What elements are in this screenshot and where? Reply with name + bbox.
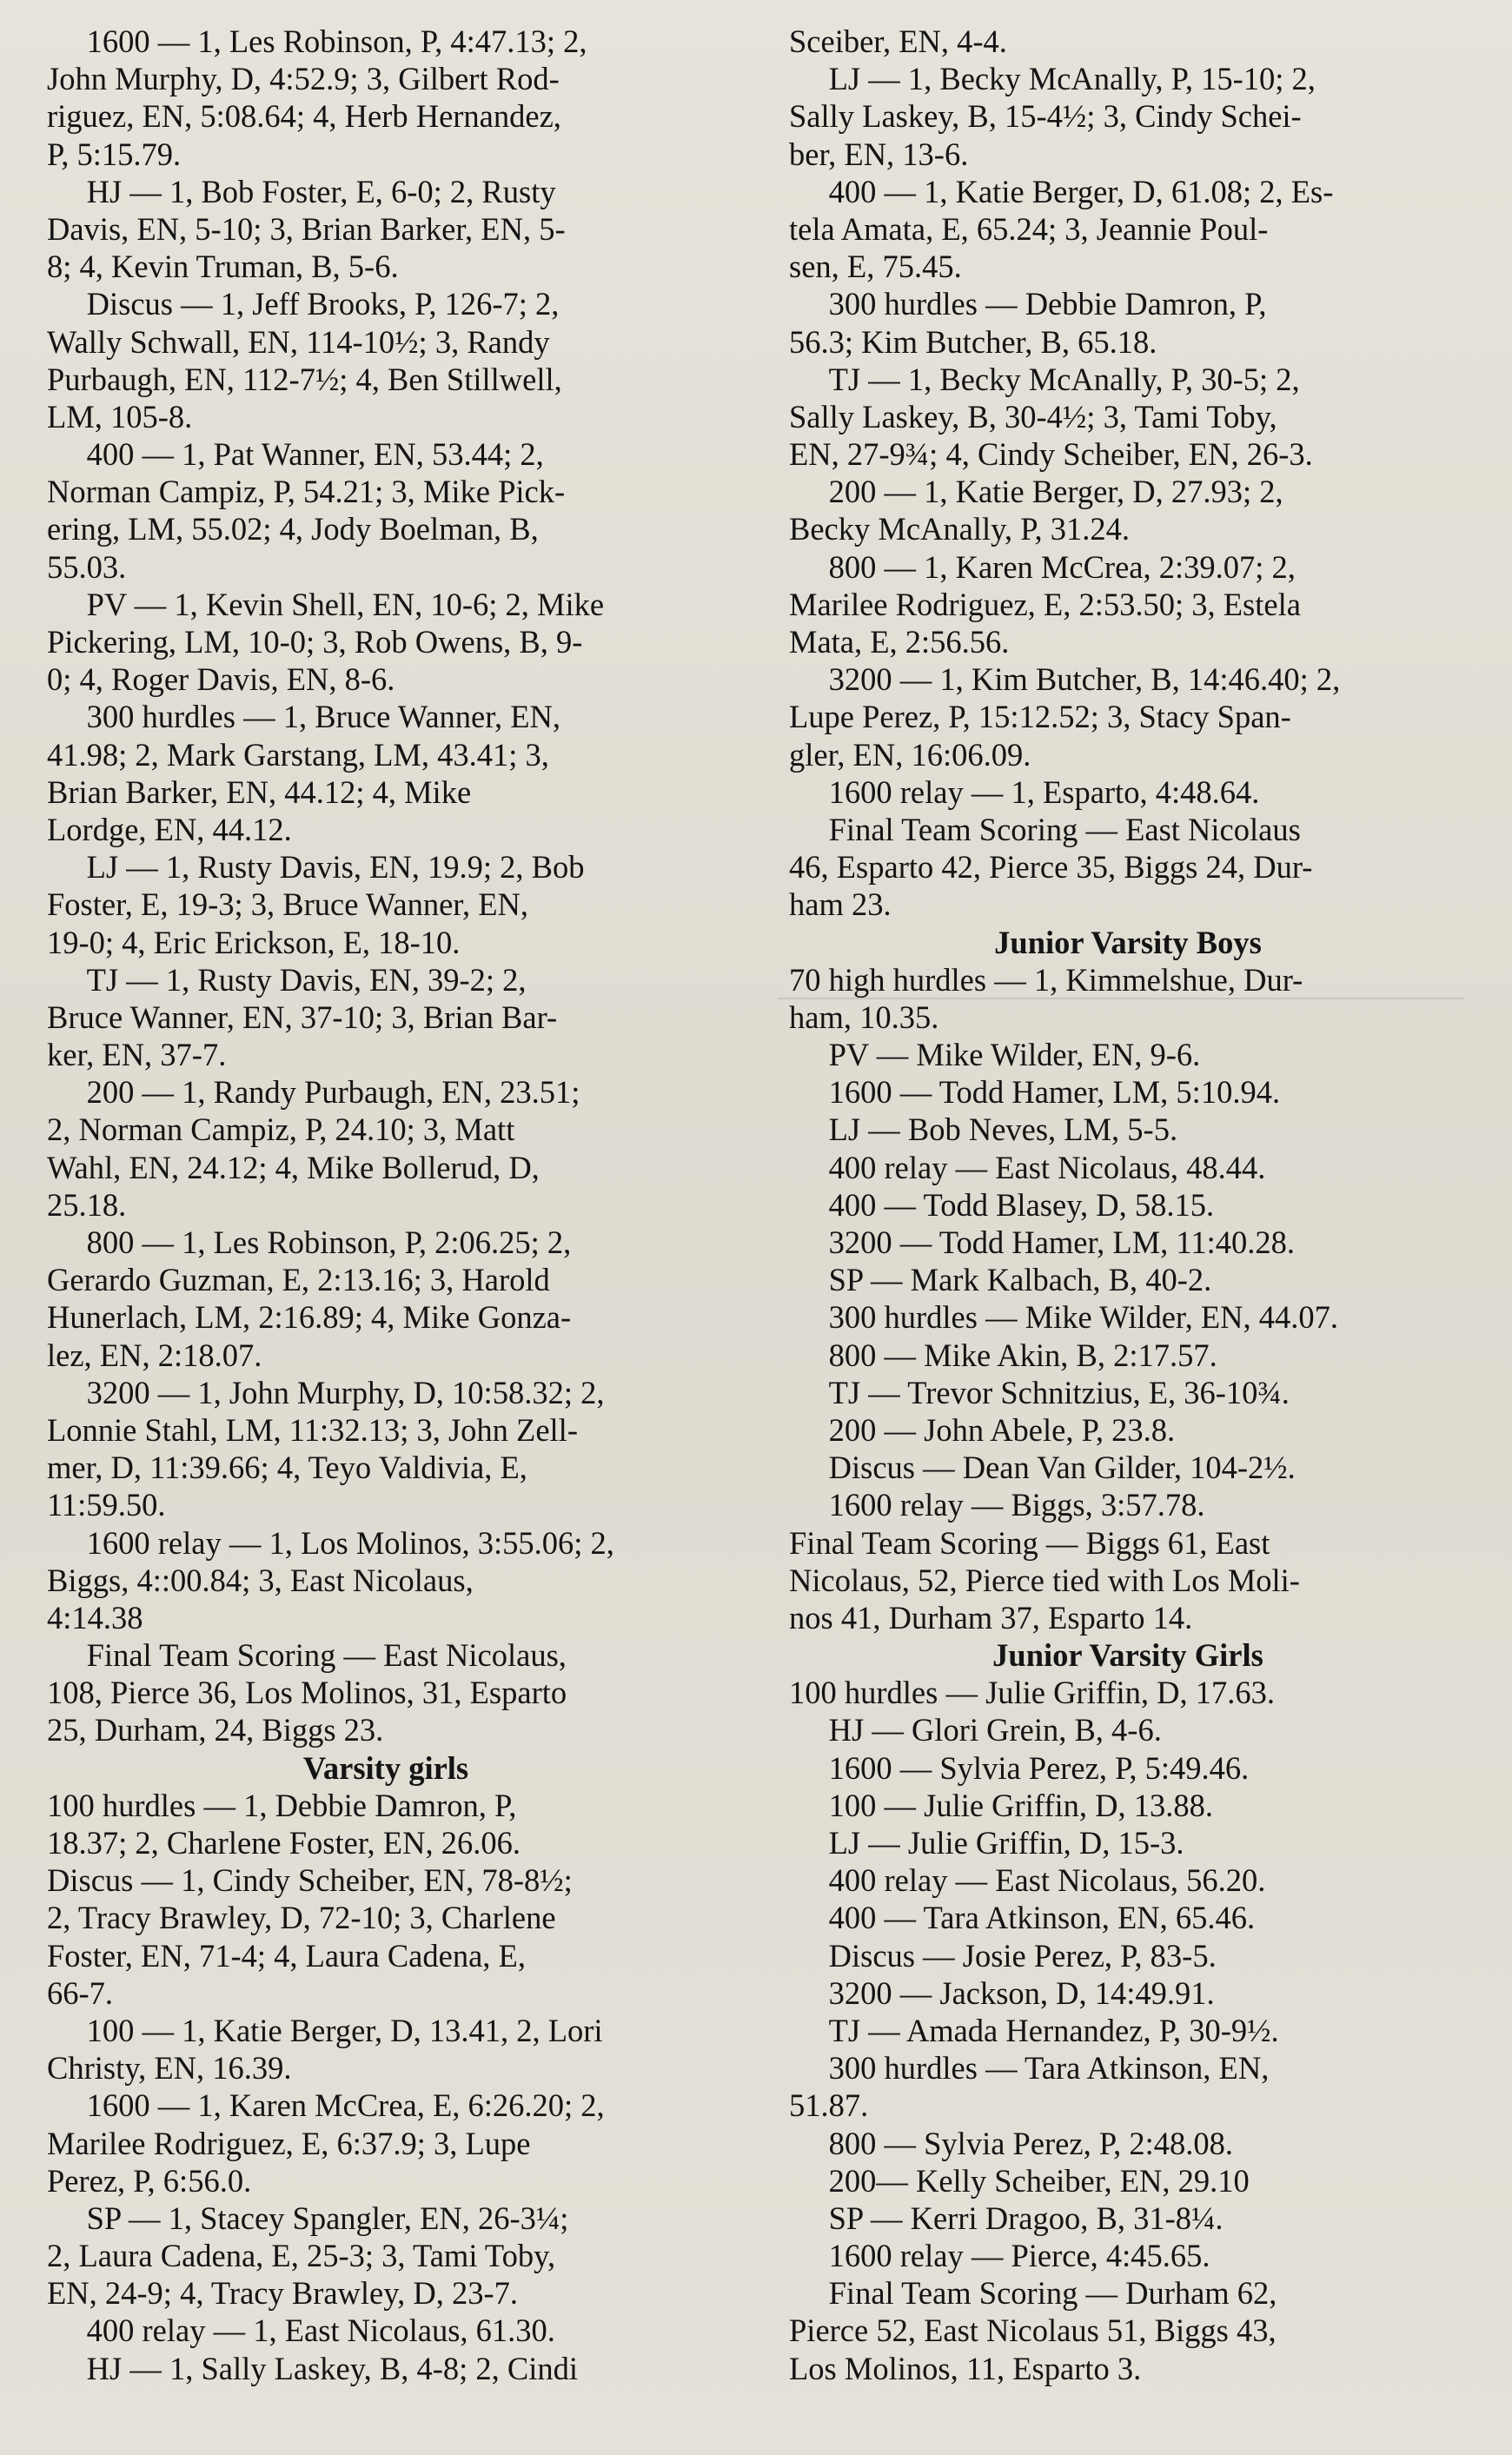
result-line: Los Molinos, 11, Esparto 3. [789, 2350, 1142, 2386]
result-line: 1600 relay — Pierce, 4:45.65. [789, 2238, 1210, 2274]
result-line: Bruce Wanner, EN, 37-10; 3, Brian Bar- [47, 999, 558, 1035]
result-line: Norman Campiz, P, 54.21; 3, Mike Pick- [47, 474, 566, 510]
result-line: LJ — 1, Rusty Davis, EN, 19.9; 2, Bob [47, 849, 585, 886]
result-line: 100 — 1, Katie Berger, D, 13.41, 2, Lori [47, 2012, 603, 2048]
result-line: HJ — Glori Grein, B, 4-6. [789, 1712, 1162, 1748]
result-line: tela Amata, E, 65.24; 3, Jeannie Poul- [789, 210, 1269, 247]
result-line: Final Team Scoring — Durham 62, [789, 2275, 1277, 2312]
result-line: 8; 4, Kevin Truman, B, 5-6. [47, 249, 399, 285]
result-line: 2, Tracy Brawley, D, 72-10; 3, Charlene [47, 1900, 556, 1936]
result-line: 1600 — Todd Hamer, LM, 5:10.94. [789, 1074, 1281, 1111]
result-line: 400 — Todd Blasey, D, 58.15. [789, 1186, 1215, 1223]
result-line: 66-7. [47, 1974, 114, 2011]
result-line: Davis, EN, 5-10; 3, Brian Barker, EN, 5- [47, 210, 566, 247]
result-line: 800 — Sylvia Perez, P, 2:48.08. [789, 2125, 1233, 2161]
result-line: Discus — 1, Jeff Brooks, P, 126-7; 2, [47, 286, 560, 322]
result-line: Wahl, EN, 24.12; 4, Mike Bollerud, D, [47, 1149, 540, 1185]
result-line: Final Team Scoring — East Nicolaus, [47, 1637, 567, 1674]
result-line: 41.98; 2, Mark Garstang, LM, 43.41; 3, [47, 736, 549, 773]
result-line: Foster, EN, 71-4; 4, Laura Cadena, E, [47, 1937, 526, 1974]
result-line: 1600 — 1, Karen McCrea, E, 6:26.20; 2, [47, 2087, 605, 2124]
result-line: 3200 — Jackson, D, 14:49.91. [789, 1974, 1215, 2011]
result-line: gler, EN, 16:06.09. [789, 736, 1031, 773]
result-line: 100 — Julie Griffin, D, 13.88. [789, 1787, 1213, 1823]
result-line: 300 hurdles — 1, Bruce Wanner, EN, [47, 699, 560, 735]
result-line: 3200 — Todd Hamer, LM, 11:40.28. [789, 1224, 1295, 1260]
result-line: LJ — 1, Becky McAnally, P, 15-10; 2, [789, 61, 1316, 97]
result-line: Gerardo Guzman, E, 2:13.16; 3, Harold [47, 1262, 550, 1298]
result-line: 108, Pierce 36, Los Molinos, 31, Esparto [47, 1675, 567, 1711]
result-line: Pickering, LM, 10-0; 3, Rob Owens, B, 9- [47, 624, 583, 660]
result-line: 400 — 1, Katie Berger, D, 61.08; 2, Es- [789, 173, 1334, 209]
result-line: Lupe Perez, P, 15:12.52; 3, Stacy Span- [789, 699, 1291, 735]
result-line: Wally Schwall, EN, 114-10½; 3, Randy [47, 323, 550, 360]
result-line: Final Team Scoring — Biggs 61, East [789, 1524, 1270, 1561]
result-line: HJ — 1, Sally Laskey, B, 4-8; 2, Cindi [47, 2350, 579, 2386]
result-line: Discus — Dean Van Gilder, 104-2½. [789, 1450, 1296, 1486]
result-line: PV — 1, Kevin Shell, EN, 10-6; 2, Mike [47, 586, 605, 622]
result-line: Christy, EN, 16.39. [47, 2050, 292, 2087]
result-line: PV — Mike Wilder, EN, 9-6. [789, 1037, 1201, 1073]
result-line: TJ — Amada Hernandez, P, 30-9½. [789, 2012, 1279, 2048]
result-line: ber, EN, 13-6. [789, 136, 969, 172]
result-line: 3200 — 1, Kim Butcher, B, 14:46.40; 2, [789, 661, 1341, 698]
result-line: nos 41, Durham 37, Esparto 14. [789, 1599, 1193, 1636]
result-line: LJ — Julie Griffin, D, 15-3. [789, 1825, 1184, 1861]
result-line: 800 — Mike Akin, B, 2:17.57. [789, 1337, 1217, 1373]
result-line: ham, 10.35. [789, 999, 939, 1035]
result-line: Biggs, 4::00.84; 3, East Nicolaus, [47, 1562, 474, 1598]
result-line: SP — 1, Stacey Spangler, EN, 26-3¼; [47, 2200, 569, 2236]
result-line: 25, Durham, 24, Biggs 23. [47, 1712, 384, 1748]
result-line: Lordge, EN, 44.12. [47, 811, 292, 847]
result-line: 400 — 1, Pat Wanner, EN, 53.44; 2, [47, 436, 544, 473]
result-line: 70 high hurdles — 1, Kimmelshue, Dur- [789, 961, 1303, 998]
result-line: 400 relay — 1, East Nicolaus, 61.30. [47, 2312, 555, 2349]
result-line: 19-0; 4, Eric Erickson, E, 18-10. [47, 924, 461, 960]
result-line: 1600 — Sylvia Perez, P, 5:49.46. [789, 1749, 1250, 1786]
result-line: 300 hurdles — Debbie Damron, P, [789, 286, 1267, 322]
result-line: 11:59.50. [47, 1487, 166, 1523]
left-results-column [47, 23, 725, 2387]
result-line: Brian Barker, EN, 44.12; 4, Mike [47, 773, 472, 810]
result-line: 51.87. [789, 2087, 869, 2124]
result-line: 300 hurdles — Mike Wilder, EN, 44.07. [789, 1299, 1339, 1336]
result-line: 25.18. [47, 1186, 127, 1223]
result-line: ham 23. [789, 886, 892, 923]
result-line: 100 hurdles — 1, Debbie Damron, P, [47, 1787, 517, 1823]
result-line: SP — Kerri Dragoo, B, 31-8¼. [789, 2200, 1224, 2236]
section-heading: Junior Varsity Girls [992, 1637, 1263, 1674]
result-line: 800 — 1, Karen McCrea, 2:39.07; 2, [789, 548, 1296, 585]
result-line: 55.03. [47, 548, 127, 585]
section-heading: Varsity girls [302, 1749, 469, 1786]
result-line: LJ — Bob Neves, LM, 5-5. [789, 1111, 1178, 1148]
result-line: ker, EN, 37-7. [47, 1037, 227, 1073]
result-line: Hunerlach, LM, 2:16.89; 4, Mike Gonza- [47, 1299, 572, 1336]
result-line: TJ — 1, Rusty Davis, EN, 39-2; 2, [47, 961, 527, 998]
result-line: Pierce 52, East Nicolaus 51, Biggs 43, [789, 2312, 1277, 2349]
result-line: 200 — 1, Katie Berger, D, 27.93; 2, [789, 474, 1283, 510]
result-line: 1600 — 1, Les Robinson, P, 4:47.13; 2, [47, 23, 587, 59]
result-line: Perez, P, 6:56.0. [47, 2162, 252, 2199]
result-line: 2, Norman Campiz, P, 24.10; 3, Matt [47, 1111, 515, 1148]
result-line: Becky McAnally, P, 31.24. [789, 511, 1131, 547]
result-line: SP — Mark Kalbach, B, 40-2. [789, 1262, 1212, 1298]
result-line: 1600 relay — Biggs, 3:57.78. [789, 1487, 1205, 1523]
section-heading: Junior Varsity Boys [994, 924, 1262, 960]
result-line: Foster, E, 19-3; 3, Bruce Wanner, EN, [47, 886, 529, 923]
result-line: Sally Laskey, B, 30-4½; 3, Tami Toby, [789, 398, 1277, 435]
result-line: 4:14.38 [47, 1599, 143, 1636]
result-line: 800 — 1, Les Robinson, P, 2:06.25; 2, [47, 1224, 572, 1260]
result-line: 200— Kelly Scheiber, EN, 29.10 [789, 2162, 1250, 2199]
result-line: Final Team Scoring — East Nicolaus [789, 811, 1301, 847]
result-line: 1600 relay — 1, Los Molinos, 3:55.06; 2, [47, 1524, 614, 1561]
result-line: 2, Laura Cadena, E, 25-3; 3, Tami Toby, [47, 2238, 556, 2274]
result-line: lez, EN, 2:18.07. [47, 1337, 262, 1373]
result-line: P, 5:15.79. [47, 136, 182, 172]
result-line: Mata, E, 2:56.56. [789, 624, 1010, 660]
result-line: TJ — 1, Becky McAnally, P, 30-5; 2, [789, 361, 1300, 397]
result-line: Sally Laskey, B, 15-4½; 3, Cindy Schei- [789, 98, 1302, 135]
result-line: Marilee Rodriguez, E, 2:53.50; 3, Estela [789, 586, 1301, 622]
result-line: 1600 relay — 1, Esparto, 4:48.64. [789, 773, 1260, 810]
result-line: 46, Esparto 42, Pierce 35, Biggs 24, Dur- [789, 849, 1313, 886]
result-line: mer, D, 11:39.66; 4, Teyo Valdivia, E, [47, 1450, 527, 1486]
result-line: Sceiber, EN, 4-4. [789, 23, 1007, 59]
result-line: 400 — Tara Atkinson, EN, 65.46. [789, 1900, 1256, 1936]
result-line: 400 relay — East Nicolaus, 48.44. [789, 1149, 1266, 1185]
result-line: 100 hurdles — Julie Griffin, D, 17.63. [789, 1675, 1275, 1711]
result-line: HJ — 1, Bob Foster, E, 6-0; 2, Rusty [47, 173, 556, 209]
result-line: Discus — 1, Cindy Scheiber, EN, 78-8½; [47, 1862, 573, 1899]
result-line: 200 — John Abele, P, 23.8. [789, 1411, 1176, 1448]
result-line: EN, 24-9; 4, Tracy Brawley, D, 23-7. [47, 2275, 519, 2312]
result-line: 200 — 1, Randy Purbaugh, EN, 23.51; [47, 1074, 580, 1111]
result-line: Purbaugh, EN, 112-7½; 4, Ben Stillwell, [47, 361, 562, 397]
result-line: 0; 4, Roger Davis, EN, 8-6. [47, 661, 395, 698]
result-line: Nicolaus, 52, Pierce tied with Los Moli- [789, 1562, 1300, 1598]
result-line: 400 relay — East Nicolaus, 56.20. [789, 1862, 1266, 1899]
result-line: TJ — Trevor Schnitzius, E, 36-10¾. [789, 1374, 1290, 1410]
result-line: Lonnie Stahl, LM, 11:32.13; 3, John Zell- [47, 1411, 578, 1448]
result-line: riguez, EN, 5:08.64; 4, Herb Hernandez, [47, 98, 561, 135]
result-line: 56.3; Kim Butcher, B, 65.18. [789, 323, 1157, 360]
result-line: EN, 27-9¾; 4, Cindy Scheiber, EN, 26-3. [789, 436, 1313, 473]
right-results-column [789, 23, 1467, 2387]
result-line: Discus — Josie Perez, P, 83-5. [789, 1937, 1217, 1974]
result-line: 3200 — 1, John Murphy, D, 10:58.32; 2, [47, 1374, 605, 1410]
result-line: LM, 105-8. [47, 398, 193, 435]
result-line: sen, E, 75.45. [789, 249, 962, 285]
result-line: 18.37; 2, Charlene Foster, EN, 26.06. [47, 1825, 521, 1861]
result-line: 300 hurdles — Tara Atkinson, EN, [789, 2050, 1270, 2087]
result-line: Marilee Rodriguez, E, 6:37.9; 3, Lupe [47, 2125, 531, 2161]
result-line: John Murphy, D, 4:52.9; 3, Gilbert Rod- [47, 61, 560, 97]
result-line: ering, LM, 55.02; 4, Jody Boelman, B, [47, 511, 539, 547]
